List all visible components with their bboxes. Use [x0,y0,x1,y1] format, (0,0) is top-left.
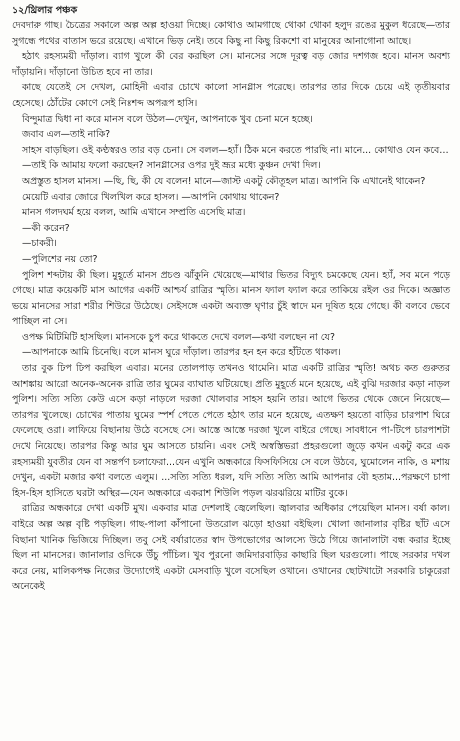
page-number: ১২ [12,5,25,16]
header-separator: / [24,5,28,16]
paragraph: —পুলিশের নয় তো? [22,253,98,265]
paragraph: রাত্রির অন্ধকারে দেখা একটি মুখ। একবার মাত্র দেশলাই জ্বেলেছিল। জ্বালবার অধিকার পেয়েছিল মানস। বর্ষা কাল। বাইরে অল্প অল্প বৃষ্টি পড়ছিল। গাছ-পালা কাঁপানো উতরোল ঝড়ো হাওয়া বইছিল। খোলা জানালার বৃষ্টির ছাঁট এসে বিছানা খানিক ভিজিয়ে দিচ্ছিল। তবু সেই বর্ষারাতের স্বাদ উপভোগের আলস্যে উঠে গিয়ে জানালাটা বন্ধ করার ইচ্ছে ছিল না মানসের। জানালার ওদিকে উঁচু পাঁচিল। খুব পুরনো জমিদারবাড়ির কাছারি ছিল ঘরগুলো। পাছে সরকার দখল করে নেয়, মালিকপক্ষ নিজের উদ্যোগেই একটা মেসবাড়ি খুলে বসেছিল ওখানে। ওখানের ছোটখাটো সরকারি চাকুরেরা অনেকেই [12,503,450,593]
paragraph: জবাব এল—তাই নাকি? [22,129,111,141]
paragraph: দেবদারু গাছ। চৈত্রের সকালে অল্প অল্প হাওয়া দিচ্ছে। কোথাও আমগাছে থোকা থোকা হলুদ রঙের মুকুল ধরেছে—তার সুগন্ধে পথের বাতাস ভরে রয়েছে। এখানে ভিড় নেই। তবে কিছু না কিছু রিকশো বা মানুষের আনাগোনা আছে। [12,20,450,47]
paragraph: —আপনাকে আমি চিনেছি। বলে মানস ঘুরে দাঁড়াল। তারপর হন হন করে হাঁটতে থাকল। [22,347,341,359]
paragraph: হঠাৎ রহস্যময়ী দাঁড়াল। ব্যাগ খুলে কী বের করছিল সে। মানসের সঙ্গে দূরত্ব বড় জোর দশগজ হবে। মানস অবশ্য দাঁড়ায়নি। দাঁড়ানো উচিত হবে না তার। [12,51,450,78]
paragraph: মেয়েটি এবার জোরে খিলখিল করে হাসল। —আপনি কোথায় থাকেন? [22,191,280,203]
paragraph: মানস গলদঘর্ম হয়ে বলল, আমি এখানে সম্প্রতি এসেছি মাত্র। [22,207,246,219]
paragraph: —কী করেন? [22,222,70,234]
paragraph: তার বুক ঢিপ ঢিপ করছিল এবার। মনের তোলপাড় তখনও থামেনি। মাত্র একটি রাত্রির স্মৃতি! অথচ কত গুরুতর আশঙ্কায় আরো অনেক-অনেক রাত্রি তার ঘুমের ব্যাঘাত ঘটিয়েছে। প্রতি মুহূর্তে মনে হয়েছে, এই বুঝি দরজার কড়া নাড়ল পুলিশ। সত্যি সত্যি কেউ এসে কড়া নাড়লে দরজা খোলবার সাহস হয়নি তার। আগে ভিতর থেকে জেনে নিয়েছে—তারপর খুলেছে। চোখের পাতায় ঘুমের স্পর্শ পেতে পেতে হঠাৎ তার মনে হয়েছে, এতক্ষণ হয়তো বাড়ির চারপাশ ঘিরে ফেলেছে ওরা। লাফিয়ে বিছানায় উঠে বসেছে সে। আস্তে আস্তে দরজা খুলে বাইরে গেছে। সাবধানে পা-টিপে চারপাশটা দেখে নিয়েছে। তারপর কিন্তু আর ঘুম আসতে চায়নি। এবং সেই অস্বস্তিভরা প্রহরগুলো জুড়ে কখন একটু করে এক রহস্যময়ী যুবতীর যেন বা সন্তর্পণ চলাফেরা...যেন এখুনি অন্ধকারে ফিসফিসিয়ে সে বলে উঠবে, ঘুমোলেন নাকি, ও মশায় দেখুন, একটা মজার কথা বলতে এলুম। ...সত্যি সত্যি ধরল, যদি সত্যি সত্যি আমি আপনার বৌ হতাম...পরক্ষণে চাপা হিস-হিস হাসিতে ঘরটা অস্থির—যেন অন্ধকারে একরাশ শিউলি পড়ল ঝরঝরিয়ে মাটির বুকে। [12,363,450,499]
paragraph: —চাকরী। [22,238,57,250]
paragraph: সাহস বাড়ছিল। ওই কণ্ঠস্বরও তার বড় চেনা। সে বলল—হ্যাঁ। ঠিক মনে করতে পারছি না। মানে... কোথাও যেন কবে… [22,144,449,156]
paragraph: বিন্দুমাত্র দ্বিধা না করে মানস বলে উঠল—দেখুন, আপনাকে খুব চেনা মনে হচ্ছে। [22,113,313,125]
paragraph: কাছে যেতেই সে দেখল, মোহিনী এবার চোখে কালো সানগ্লাস পরেছে। তারপর তার দিকে চেয়ে এই তৃতীয়বার হেসেছে। ঠোঁটের কোণে সেই নিঃশব্দ অপরূপ হাসি। [12,82,450,109]
book-title: থ্রিলার পঞ্চক [27,5,78,16]
page-header [12,4,450,17]
paragraph: ওপক্ষ মিটিমিটি হাসছিল। মানসকে চুপ করে থাকতে দেখে বলল—কথা বলছেন না যে? [22,331,335,343]
paragraph: অপ্রস্তুত হাসল মানস। —ছি, ছি, কী যে বলেন! মানে—জাস্ট একটু কৌতূহল মাত্র। আপনি কি এখানেই থাকেন? [22,175,426,187]
paragraph: পুলিশ শব্দটায় কী ছিল। মুহূর্তে মানস প্রচণ্ড ঝাঁকুনি খেয়েছে—মাথার ভিতর বিদ্যুৎ চমকেছে যেন। হ্যাঁ, সব মনে পড়ে গেছে। মাত্র কয়েকটি মাস আগের একটি আশ্চর্য রাত্রির স্মৃতি। মানস ফ্যাল ফ্যাল করে তাকিয়ে রইল ওর দিকে। অজ্ঞাত ভয়ে মানসের সারা শরীর শিউরে উঠেছে। সেইসঙ্গে একটা অব্যক্ত ঘৃণার চুঁই স্বাদে মন দূষিত হয়ে গেছে। কী বলবে ভেবে পাচ্ছিল না সে। [12,269,450,328]
page-body [12,18,450,595]
paragraph: —তাই কি আমায় ফলো করছেন? সানগ্লাসের ওপর দুই ভ্রূর মধ্যে কুঞ্চন দেখা দিল। [22,160,321,172]
